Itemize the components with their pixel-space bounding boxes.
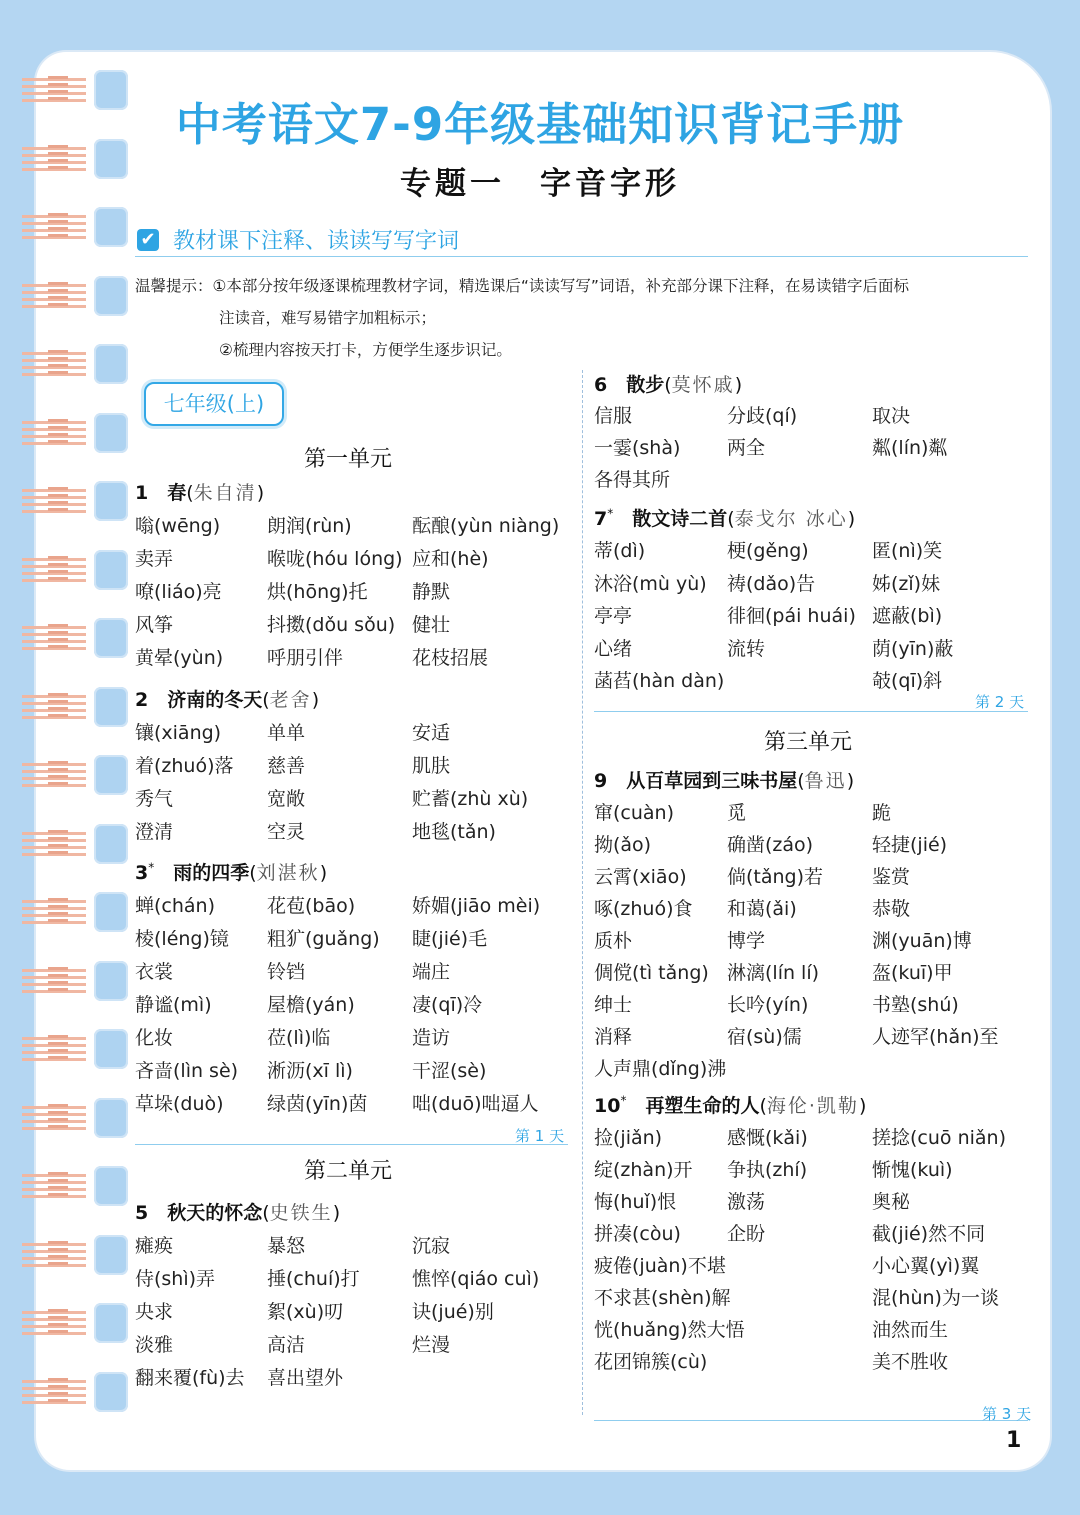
word: 确凿(záo) xyxy=(727,834,814,856)
lesson-author: 史铁生 xyxy=(269,1202,333,1224)
word: 咄(duō)咄逼人 xyxy=(412,1093,539,1115)
lesson-title: 春 xyxy=(167,482,187,504)
word: 镶(xiāng) xyxy=(135,722,222,744)
word: 书塾(shú) xyxy=(872,994,959,1016)
word: 烂漫 xyxy=(412,1334,451,1356)
word: 心绪 xyxy=(594,637,633,660)
unit-title: 第三单元 xyxy=(764,730,853,755)
lesson-author: 鲁迅 xyxy=(804,770,847,792)
word: 宽敞 xyxy=(267,788,306,810)
lesson-author: 海伦·凯勒 xyxy=(766,1095,859,1117)
word: 翻来覆(fù)去 xyxy=(135,1367,245,1389)
lesson-title: 散步 xyxy=(626,374,665,396)
lesson-author: 莫怀戚 xyxy=(671,374,735,396)
word: 亭亭 xyxy=(594,605,633,627)
word: 人声鼎(dǐng)沸 xyxy=(594,1058,727,1080)
grade-label: 七年级(上) xyxy=(144,382,284,426)
word: 健壮 xyxy=(412,614,451,636)
word: 窜(cuàn) xyxy=(594,802,674,824)
word: 荫(yīn)蔽 xyxy=(872,637,954,660)
word: 遮蔽(bì) xyxy=(872,605,943,627)
topic-title: 专题一 字音字形 xyxy=(400,166,680,202)
word: 信服 xyxy=(594,405,633,427)
word: 质朴 xyxy=(594,930,633,952)
lesson-title: 雨的四季 xyxy=(173,862,250,884)
word: 拼凑(còu) xyxy=(594,1223,681,1245)
word: 絮(xù)叨 xyxy=(267,1301,344,1323)
word: 觅 xyxy=(727,802,747,824)
word: 和蔼(ǎi) xyxy=(727,898,797,920)
word: 衣裳 xyxy=(135,961,174,983)
lesson-number: 7 xyxy=(594,508,608,530)
word: 空灵 xyxy=(267,821,306,843)
tip-line-3: ②梳理内容按天打卡，方便学生逐步识记。 xyxy=(219,341,512,359)
word: 娇媚(jiāo mèi) xyxy=(412,895,541,917)
word: 取决 xyxy=(872,405,911,427)
word: 悔(huǐ)恨 xyxy=(594,1191,677,1213)
word: 央求 xyxy=(135,1301,174,1323)
word: 地毯(tǎn) xyxy=(412,821,496,843)
lesson-star: * xyxy=(620,1093,627,1108)
word: 屋檐(yán) xyxy=(267,994,355,1016)
word: 花团锦簇(cù) xyxy=(594,1351,708,1373)
lesson-title: 从百草园到三味书屋 xyxy=(626,770,798,792)
day-marker: 第 3 天 xyxy=(982,1405,1032,1423)
word: 酝酿(yùn niàng) xyxy=(412,515,560,537)
word: 抖擞(dǒu sǒu) xyxy=(267,614,396,636)
tip-line-1: 温馨提示：①本部分按年级逐课梳理教材字词，精选课后“读读写写”词语，补充部分课下注释，在易读错字后面标 xyxy=(135,277,909,295)
word: 草垛(duò) xyxy=(135,1093,224,1115)
day-marker: 第 1 天 xyxy=(515,1127,565,1145)
word: 侍(shì)弄 xyxy=(135,1268,216,1290)
word: 黄晕(yùn) xyxy=(135,647,224,669)
word: 淅沥(xī lì) xyxy=(267,1060,353,1082)
word: 嗡(wēng) xyxy=(135,515,221,537)
word: 静谧(mì) xyxy=(135,994,212,1016)
word: 应和(hè) xyxy=(412,548,489,570)
word: 绽(zhàn)开 xyxy=(594,1159,693,1181)
word: 诀(jué)别 xyxy=(412,1301,494,1323)
word: 激荡 xyxy=(727,1191,766,1213)
word: 呼朋引伴 xyxy=(267,647,344,669)
word: 吝啬(lìn sè) xyxy=(135,1060,239,1082)
lesson-heading: 6 散步(莫怀戚) xyxy=(594,374,743,396)
word: 朗润(rùn) xyxy=(267,515,352,537)
word: 不求甚(shèn)解 xyxy=(594,1287,731,1309)
word: 粼(lín)粼 xyxy=(872,437,948,459)
word: 澄清 xyxy=(135,821,174,843)
word: 静默 xyxy=(412,581,451,603)
word: 瘫痪 xyxy=(135,1235,174,1257)
word: 徘徊(pái huái) xyxy=(727,605,856,627)
divider-line xyxy=(594,711,1028,712)
word: 分歧(qí) xyxy=(727,405,798,427)
word: 梗(gěng) xyxy=(727,540,809,562)
word: 肌肤 xyxy=(412,755,451,777)
lesson-author: 老舍 xyxy=(269,689,312,711)
lesson-star: * xyxy=(148,860,155,875)
word: 奥秘 xyxy=(872,1191,911,1213)
word: 贮蓄(zhù xù) xyxy=(412,788,529,810)
unit-title: 第二单元 xyxy=(304,1159,393,1184)
word: 混(hùn)为一谈 xyxy=(872,1287,999,1309)
word: 铃铛 xyxy=(267,961,306,983)
word: 油然而生 xyxy=(872,1319,949,1341)
word: 沐浴(mù yù) xyxy=(594,572,707,595)
page-number: 1 xyxy=(1006,1428,1022,1453)
lesson-author: 刘湛秋 xyxy=(256,862,320,884)
word: 各得其所 xyxy=(594,469,671,491)
word: 造访 xyxy=(412,1027,451,1049)
word: 消释 xyxy=(594,1026,633,1048)
word: 单单 xyxy=(267,722,306,744)
word: 盔(kuī)甲 xyxy=(872,962,953,984)
lesson-title: 散文诗二首 xyxy=(632,508,728,530)
word: 粗犷(guǎng) xyxy=(267,928,380,950)
word: 暴怒 xyxy=(267,1235,306,1257)
word: 长吟(yín) xyxy=(727,994,809,1016)
word: 轻捷(jié) xyxy=(872,834,948,856)
section-header xyxy=(135,224,1028,257)
word: 恍(huǎng)然大悟 xyxy=(594,1319,745,1341)
word: 倜傥(tì tǎng) xyxy=(594,962,709,984)
word: 倘(tǎng)若 xyxy=(727,866,824,888)
word: 争执(zhí) xyxy=(727,1159,808,1181)
lesson-heading: 10* 再塑生命的人(海伦·凯勒) xyxy=(594,1093,867,1117)
lesson-heading: 2 济南的冬天(老舍) xyxy=(135,689,320,711)
word: 截(jié)然不同 xyxy=(872,1223,986,1245)
word: 睫(jié)毛 xyxy=(412,928,488,950)
word: 捡(jiǎn) xyxy=(594,1127,663,1149)
word: 花枝招展 xyxy=(412,647,489,669)
lesson-heading: 3* 雨的四季(刘湛秋) xyxy=(135,860,328,884)
word: 沉寂 xyxy=(412,1235,451,1257)
word: 云霄(xiāo) xyxy=(594,866,687,888)
word: 棱(léng)镜 xyxy=(135,928,229,950)
lesson-author: 朱自清 xyxy=(193,482,257,504)
word: 菡萏(hàn dàn) xyxy=(594,670,725,692)
word: 高洁 xyxy=(267,1334,306,1356)
word: 匿(nì)笑 xyxy=(872,540,943,562)
word: 喉咙(hóu lóng) xyxy=(267,548,403,570)
lesson-star: * xyxy=(607,506,614,521)
lesson-number: 6 xyxy=(594,374,608,396)
word: 蝉(chán) xyxy=(135,895,215,917)
lesson-heading: 9 从百草园到三味书屋(鲁迅) xyxy=(594,770,855,792)
checkbox-icon: ✔ xyxy=(137,229,159,251)
word: 跪 xyxy=(872,802,892,824)
lesson-heading: 1 春(朱自清) xyxy=(135,482,265,504)
word: 卖弄 xyxy=(135,548,174,570)
word: 干涩(sè) xyxy=(412,1060,487,1082)
word: 鉴赏 xyxy=(872,866,911,888)
word: 搓捻(cuō niǎn) xyxy=(872,1127,1006,1149)
word: 慈善 xyxy=(267,755,306,777)
divider-line xyxy=(135,1144,568,1145)
word: 宿(sù)儒 xyxy=(727,1026,802,1048)
word: 小心翼(yì)翼 xyxy=(872,1255,980,1277)
word: 风筝 xyxy=(135,614,174,636)
word: 人迹罕(hǎn)至 xyxy=(872,1026,999,1048)
word: 拗(ǎo) xyxy=(594,834,652,856)
lesson-number: 2 xyxy=(135,689,149,711)
word: 秀气 xyxy=(135,788,174,810)
word: 企盼 xyxy=(727,1223,766,1245)
day-marker: 第 2 天 xyxy=(975,693,1025,711)
lesson-author: 泰戈尔 冰心 xyxy=(734,508,848,530)
page-title: 中考语文7-9年级基础知识背记手册 xyxy=(175,98,905,151)
column-divider xyxy=(582,370,583,1415)
lesson-title: 济南的冬天 xyxy=(167,689,263,711)
word: 花苞(bāo) xyxy=(267,895,356,917)
lesson-number: 9 xyxy=(594,770,608,792)
lesson-title: 秋天的怀念 xyxy=(167,1202,263,1224)
lesson-number: 10 xyxy=(594,1095,621,1117)
word: 安适 xyxy=(412,722,451,744)
lesson-number: 5 xyxy=(135,1202,149,1224)
word: 着(zhuó)落 xyxy=(135,755,234,777)
word: 莅(lì)临 xyxy=(267,1027,331,1049)
word: 两全 xyxy=(727,437,766,459)
lesson-title: 再塑生命的人 xyxy=(645,1095,760,1117)
word: 惭愧(kuì) xyxy=(872,1159,953,1181)
word: 绿茵(yīn)茵 xyxy=(267,1093,368,1115)
tip-line-2: 注读音，难写易错字加粗标示； xyxy=(219,309,437,327)
word: 恭敬 xyxy=(872,898,911,920)
word: 捶(chuí)打 xyxy=(267,1268,360,1290)
word: 淋漓(lín lí) xyxy=(727,962,820,984)
word: 祷(dǎo)告 xyxy=(727,572,816,595)
word: 化妆 xyxy=(135,1027,174,1049)
word: 渊(yuān)博 xyxy=(872,930,972,952)
word: 美不胜收 xyxy=(872,1351,949,1373)
word: 嘹(liáo)亮 xyxy=(135,581,222,603)
word: 感慨(kǎi) xyxy=(727,1127,808,1149)
lesson-number: 1 xyxy=(135,482,149,504)
word: 攲(qī)斜 xyxy=(872,670,943,692)
word: 姊(zǐ)妹 xyxy=(872,572,941,595)
lesson-number: 3 xyxy=(135,862,149,884)
word: 绅士 xyxy=(594,994,633,1016)
word: 一霎(shà) xyxy=(594,437,681,459)
word: 流转 xyxy=(727,637,766,660)
word: 啄(zhuó)食 xyxy=(594,898,693,920)
word: 疲倦(juàn)不堪 xyxy=(594,1255,726,1277)
unit-title: 第一单元 xyxy=(304,447,393,472)
lesson-heading: 7* 散文诗二首(泰戈尔 冰心) xyxy=(594,506,856,530)
word: 淡雅 xyxy=(135,1334,174,1356)
word: 端庄 xyxy=(412,961,451,983)
section-title: 教材课下注释、读读写写字词 xyxy=(173,229,460,254)
word: 烘(hōng)托 xyxy=(267,581,368,603)
word: 喜出望外 xyxy=(267,1367,344,1389)
lesson-heading: 5 秋天的怀念(史铁生) xyxy=(135,1202,341,1224)
word: 博学 xyxy=(727,930,766,952)
divider-line xyxy=(594,1420,1028,1421)
word: 凄(qī)冷 xyxy=(412,994,483,1016)
word: 憔悴(qiáo cuì) xyxy=(412,1268,540,1290)
word: 蒂(dì) xyxy=(594,540,646,562)
